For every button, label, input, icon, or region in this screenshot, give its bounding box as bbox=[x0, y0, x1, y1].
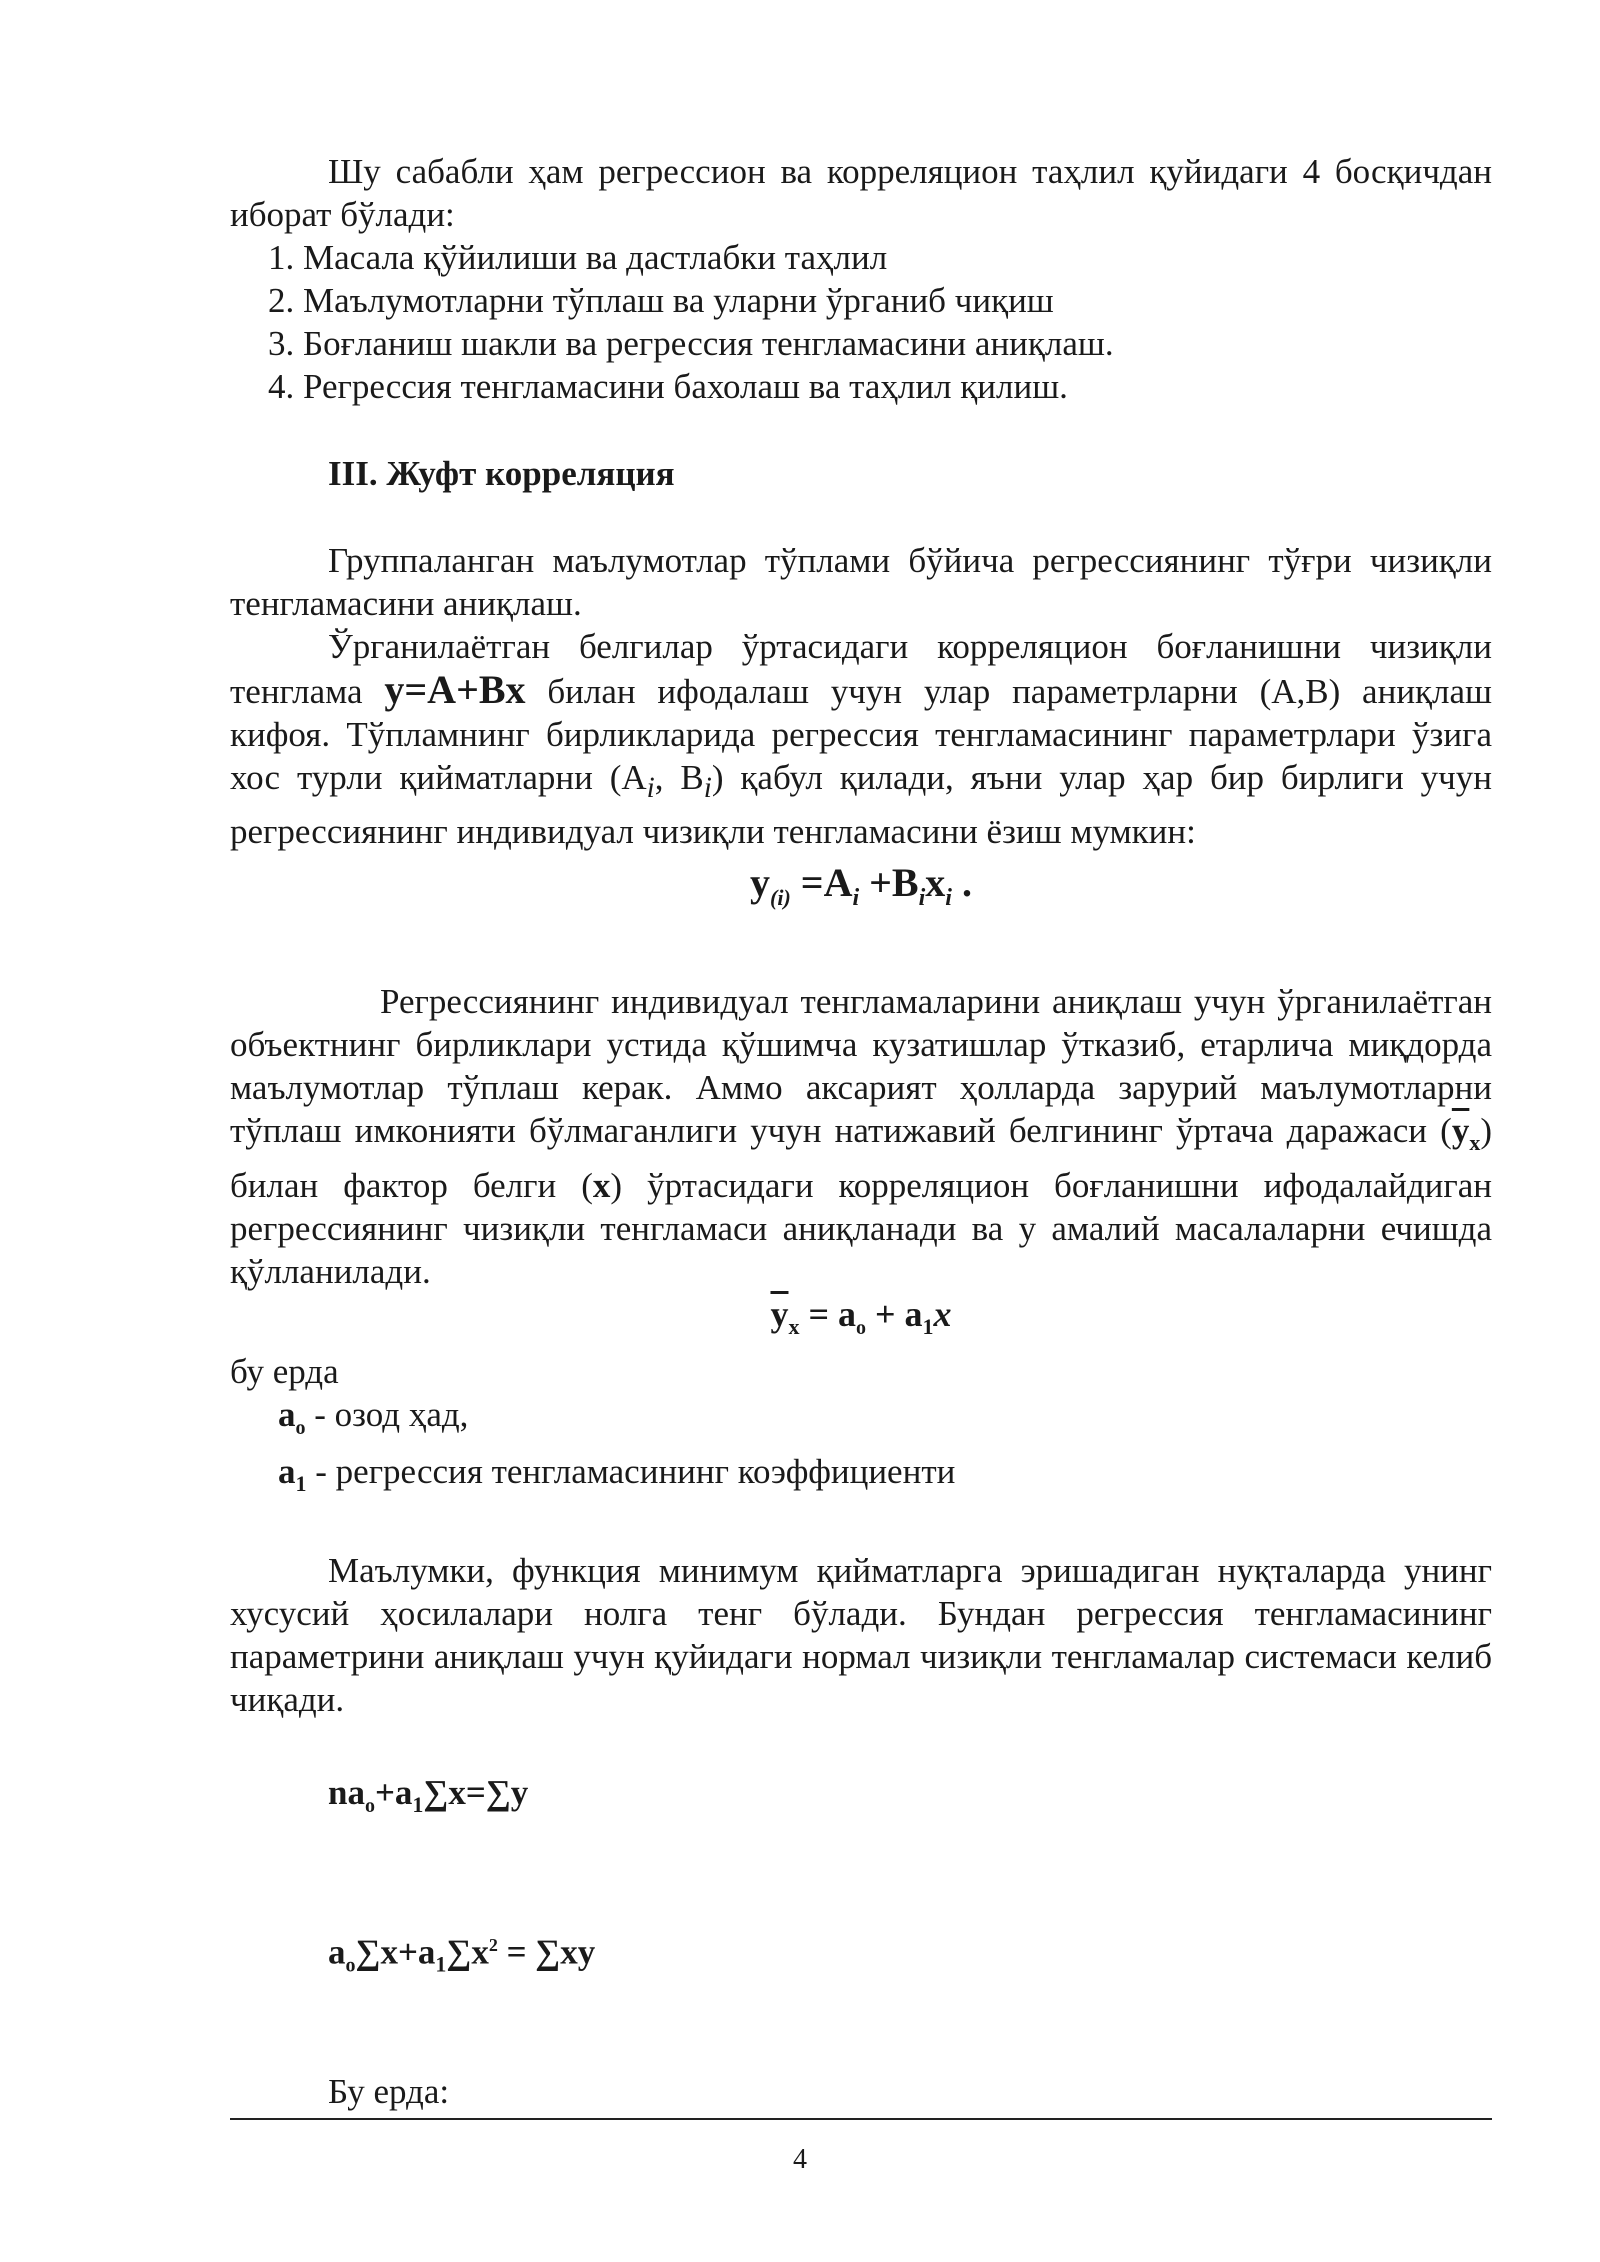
paragraph-linear-equation bbox=[230, 625, 1492, 853]
formula-part: +B bbox=[859, 860, 919, 905]
definition-text: - озод ҳад, bbox=[305, 1395, 469, 1435]
paragraph-grouped-data: Группаланган маълумотлар тўплами бўйича регрессиянинг тўғри чизиқли тенгламасини аниқлаш. bbox=[230, 541, 1492, 623]
individual-regression-formula bbox=[230, 861, 1492, 920]
where-label-2: Бу ерда: bbox=[328, 2071, 450, 2111]
text-span: Ўрганилаётган белгилар ўртасидаги корреляцион боғланишни чизиқли тенглама bbox=[230, 627, 1492, 711]
formula-part: ∑x=∑y bbox=[423, 1773, 529, 1813]
list-item: 2. Маълумотларни тўплаш ва уларни ўрганиб чиқиш bbox=[268, 281, 1054, 320]
formula-part: ∑x+a bbox=[355, 1932, 436, 1972]
formula-part: = ∑xy bbox=[497, 1932, 596, 1972]
paragraph-normal-equations: Маълумки, функция минимум қийматларга эришадиган нуқталарда унинг хусусий ҳосилалари нолга тенг бўлади. Бундан регрессия тенгламасининг параметрини аниқлаш учун қуйидаги нормал чизиқли тенгламалар системаси келиб чиқади. bbox=[230, 1551, 1492, 1720]
spacer bbox=[230, 1988, 1492, 2070]
subscript: o bbox=[364, 1795, 375, 1818]
x-symbol: x bbox=[592, 1166, 611, 1205]
definition-a1 bbox=[278, 1450, 1492, 1505]
formula-part: = a bbox=[799, 1294, 856, 1334]
subscript: i bbox=[703, 772, 712, 804]
definition-text: - регрессия тенгламасининг коэффициенти bbox=[306, 1452, 956, 1492]
normal-equation-1 bbox=[328, 1771, 1492, 1828]
formula-part: $\overline{y}$ bbox=[770, 1294, 789, 1334]
subscript: 1 bbox=[295, 1471, 307, 1497]
stage-list bbox=[268, 236, 1492, 408]
mean-y-symbol: $\overline{y}$ bbox=[1451, 1111, 1470, 1150]
paragraph-individual-equations bbox=[230, 980, 1492, 1293]
subscript: i bbox=[852, 885, 860, 911]
where-label: бу ерда bbox=[230, 1352, 339, 1392]
inline-equation: y=A+Bx bbox=[384, 667, 526, 712]
subscript: (i) bbox=[770, 885, 791, 910]
document-page bbox=[230, 150, 1492, 2113]
superscript: 2 bbox=[488, 1935, 498, 1956]
subscript: x bbox=[788, 1314, 800, 1340]
list-item: 3. Боғланиш шакли ва регрессия тенгламасини аниқлаш. bbox=[268, 324, 1114, 363]
text-span: ) ўртасидаги корреляцион боғланишни ифодалайдиган регрессиянинг чизиқли тенгламаси аниқланади ва у амалий масалаларни ечишда қўлланилади. bbox=[230, 1166, 1493, 1291]
formula-part: x bbox=[933, 1294, 952, 1334]
formula-part: =A bbox=[790, 860, 853, 905]
formula-part: +a bbox=[374, 1773, 413, 1813]
subscript: 1 bbox=[412, 1792, 424, 1818]
subscript: 1 bbox=[435, 1951, 447, 1977]
text-span: билан ифодалаш учун улар параметрларни (А,В) аниқлаш кифоя. Тўпламнинг бирликларида регрессия тенгламасининг параметрлари ўзига хос турли қийматларни (А bbox=[230, 672, 1493, 797]
symbol: a bbox=[278, 1395, 296, 1435]
formula-part: ∑x bbox=[446, 1932, 489, 1972]
subscript: i bbox=[646, 772, 655, 804]
spacer bbox=[230, 1505, 1492, 1549]
definition-a0 bbox=[278, 1393, 1492, 1450]
formula-part: . bbox=[951, 860, 972, 905]
subscript: i bbox=[918, 885, 926, 911]
subscript: x bbox=[1469, 1130, 1481, 1155]
mean-regression-formula bbox=[230, 1293, 1492, 1350]
subscript: i bbox=[945, 885, 952, 911]
page-number: 4 bbox=[793, 2144, 807, 2175]
spacer bbox=[230, 1721, 1492, 1771]
text-span: ) билан фактор белги ( bbox=[230, 1111, 1492, 1205]
footer-divider bbox=[230, 2118, 1492, 2120]
subscript: o bbox=[345, 1954, 356, 1977]
list-item: 1. Масала қўйилиши ва дастлабки таҳлил bbox=[268, 238, 888, 277]
section-heading: III. Жуфт корреляция bbox=[328, 454, 675, 493]
formula-part: + a bbox=[866, 1294, 923, 1334]
text-span: , В bbox=[654, 758, 704, 797]
formula-part: na bbox=[328, 1773, 365, 1813]
formula-part: y bbox=[750, 860, 771, 905]
symbol: a bbox=[278, 1452, 296, 1492]
subscript: o bbox=[856, 1317, 866, 1340]
text-span: Регрессиянинг индивидуал тенгламаларини аниқлаш учун ўрганилаётган объектнинг бирликлари устида қўшимча кузатишлар ўтказиб, етарлича миқдорда маълумотлар тўплаш керак. Аммо аксарият ҳолларда зарурий маълумотларни тўплаш имконияти бўлмаганлиги учун натижавий белгининг ўртача даражаси ( bbox=[230, 982, 1492, 1150]
subscript: 1 bbox=[922, 1314, 934, 1340]
normal-equation-2 bbox=[328, 1924, 1492, 1988]
formula-part: x bbox=[925, 860, 946, 905]
text-span: ) қабул қилади, яъни улар ҳар бир бирлиги учун регрессиянинг индивидуал чизиқли тенгламасини ёзиш мумкин: bbox=[230, 758, 1492, 851]
formula-part: a bbox=[328, 1932, 346, 1972]
spacer bbox=[230, 1828, 1492, 1924]
intro-paragraph: Шу сабабли ҳам регрессион ва корреляцион таҳлил қуйидаги 4 босқичдан иборат бўлади: bbox=[230, 152, 1492, 234]
list-item: 4. Регрессия тенгламасини бахолаш ва таҳлил қилиш. bbox=[268, 367, 1068, 406]
subscript: o bbox=[295, 1417, 306, 1440]
